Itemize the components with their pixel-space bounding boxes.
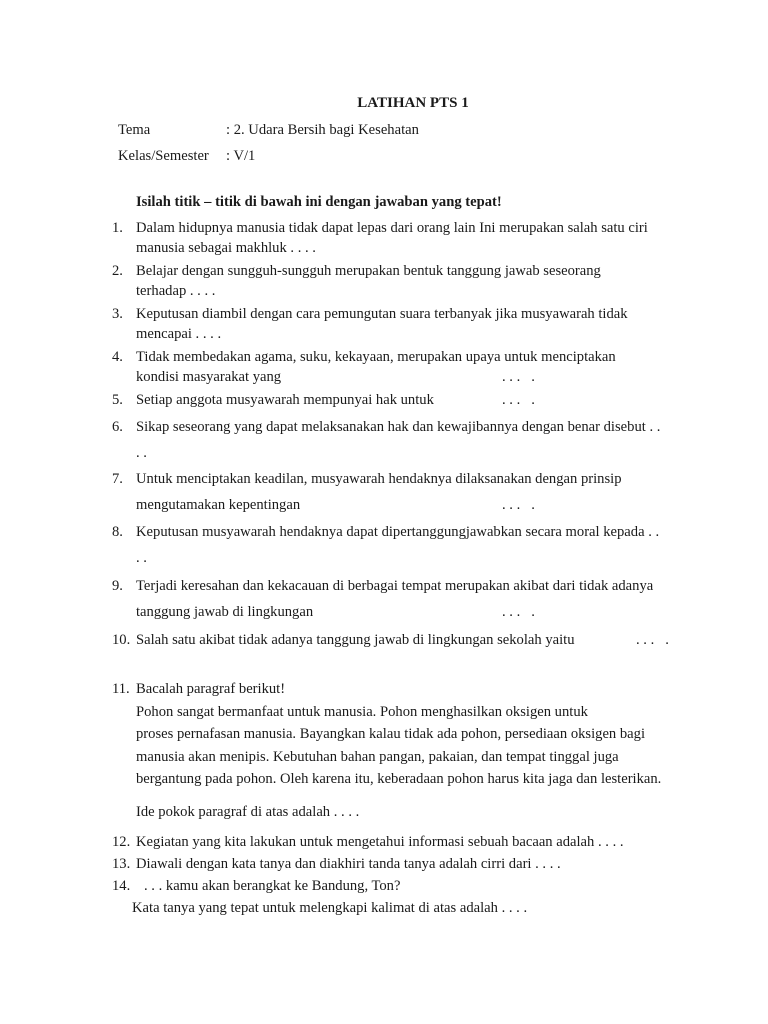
question-text: terhadap . . . . (136, 283, 216, 299)
question-text: tanggung jawab di lingkungan (136, 604, 314, 620)
question-4 (112, 347, 678, 387)
question-text: . . . kamu akan berangkat ke Bandung, Ton? (144, 878, 401, 894)
question-number: 1. (112, 220, 123, 236)
question-text: Kata tanya yang tepat untuk melengkapi kalimat di atas adalah . . . . (132, 900, 528, 916)
question-13 (112, 854, 678, 874)
question-7 (112, 466, 678, 518)
question-text: Ide pokok paragraf di atas adalah . . . . (136, 803, 360, 820)
question-text: Diawali dengan kata tanya dan diakhiri tanda tanya adalah cirri dari . . . . (136, 856, 561, 872)
paragraph-text: Pohon sangat bermanfaat untuk manusia. Pohon menghasilkan oksigen untuk (136, 703, 588, 720)
question-6 (112, 414, 678, 466)
meta-key: Kelas/Semester (118, 148, 209, 164)
answer-blank: . . . . (502, 369, 535, 385)
page-title: LATIHAN PTS 1 (357, 95, 469, 111)
question-number: 5. (112, 392, 123, 408)
paragraph-text: proses pernafasan manusia. Bayangkan kalau tidak ada pohon, persediaan oksigen bagi (136, 726, 645, 742)
question-line (136, 367, 678, 387)
question-number: 14. (112, 878, 131, 894)
question-number: 4. (112, 349, 123, 365)
question-12 (112, 832, 678, 852)
question-text: Belajar dengan sungguh-sungguh merupakan bentuk tanggung jawab seseorang (136, 263, 601, 279)
meta-value: : V/1 (226, 148, 256, 164)
question-line (136, 599, 678, 625)
question-text: mencapai . . . . (136, 326, 222, 342)
question-number: 13. (112, 856, 131, 872)
question-line (136, 630, 678, 650)
question-5 (112, 390, 678, 410)
question-14 (112, 876, 678, 918)
question-number: 10. (112, 632, 131, 648)
question-number: 7. (112, 471, 123, 487)
question-3 (112, 304, 678, 344)
question-text: Keputusan diambil dengan cara pemungutan suara terbanyak jika musyawarah tidak (136, 306, 628, 322)
meta-key: Tema (118, 122, 151, 138)
answer-blank: . . . . (502, 604, 535, 620)
question-text: Setiap anggota musyawarah mempunyai hak untuk (136, 392, 434, 408)
question-number: 6. (112, 419, 123, 435)
question-number: 8. (112, 524, 123, 540)
question-text: Tidak membedakan agama, suku, kekayaan, merupakan upaya untuk menciptakan (136, 349, 616, 365)
meta-value: : 2. Udara Bersih bagi Kesehatan (226, 122, 419, 138)
question-1 (112, 218, 678, 258)
question-number: 2. (112, 263, 123, 279)
answer-blank: . . . . (502, 392, 535, 408)
answer-blank: . . . . (636, 632, 669, 648)
question-line (136, 390, 678, 410)
question-text: kondisi masyarakat yang (136, 369, 282, 385)
question-number: 3. (112, 306, 123, 322)
question-text: Dalam hidupnya manusia tidak dapat lepas dari orang lain Ini merupakan salah satu ciri (136, 220, 648, 236)
question-text: manusia sebagai makhluk . . . . (136, 240, 316, 256)
question-number: 11. (112, 681, 130, 697)
question-line (136, 492, 678, 518)
question-text: Kegiatan yang kita lakukan untuk mengetahui informasi sebuah bacaan adalah . . . . (136, 834, 624, 850)
question-10 (112, 630, 678, 650)
question-2 (112, 261, 678, 301)
question-text: Untuk menciptakan keadilan, musyawarah hendaknya dilaksanakan dengan prinsip (136, 471, 622, 487)
question-number: 12. (112, 834, 131, 850)
question-11 (112, 678, 678, 823)
question-text: mengutamakan kepentingan (136, 497, 301, 513)
question-text: Bacalah paragraf berikut! (136, 681, 286, 697)
paragraph-line (136, 701, 678, 724)
question-text: Sikap seseorang yang dapat melaksanakan hak dan kewajibannya dengan benar disebut . . (136, 419, 661, 435)
question-number: 9. (112, 578, 123, 594)
question-text: Salah satu akibat tidak adanya tanggung jawab di lingkungan sekolah yaitu (136, 632, 575, 648)
paragraph-text: manusia akan menipis. Kebutuhan bahan pangan, pakaian, dan tempat tinggal juga (136, 748, 619, 765)
paragraph-text: bergantung pada pohon. Oleh karena itu, keberadaan pohon harus kita jaga dan lesterikan. (136, 771, 662, 787)
question-text: . . (136, 445, 147, 461)
question-text: . . (136, 550, 147, 566)
question-text: Keputusan musyawarah hendaknya dapat dipertanggungjawabkan secara moral kepada . . (136, 524, 660, 540)
question-8 (112, 519, 678, 571)
question-9 (112, 573, 678, 625)
question-text: Terjadi keresahan dan kekacauan di berbagai tempat merupakan akibat dari tidak adanya (136, 578, 654, 594)
answer-blank: . . . . (502, 497, 535, 513)
instruction: Isilah titik – titik di bawah ini dengan jawaban yang tepat! (136, 194, 502, 210)
